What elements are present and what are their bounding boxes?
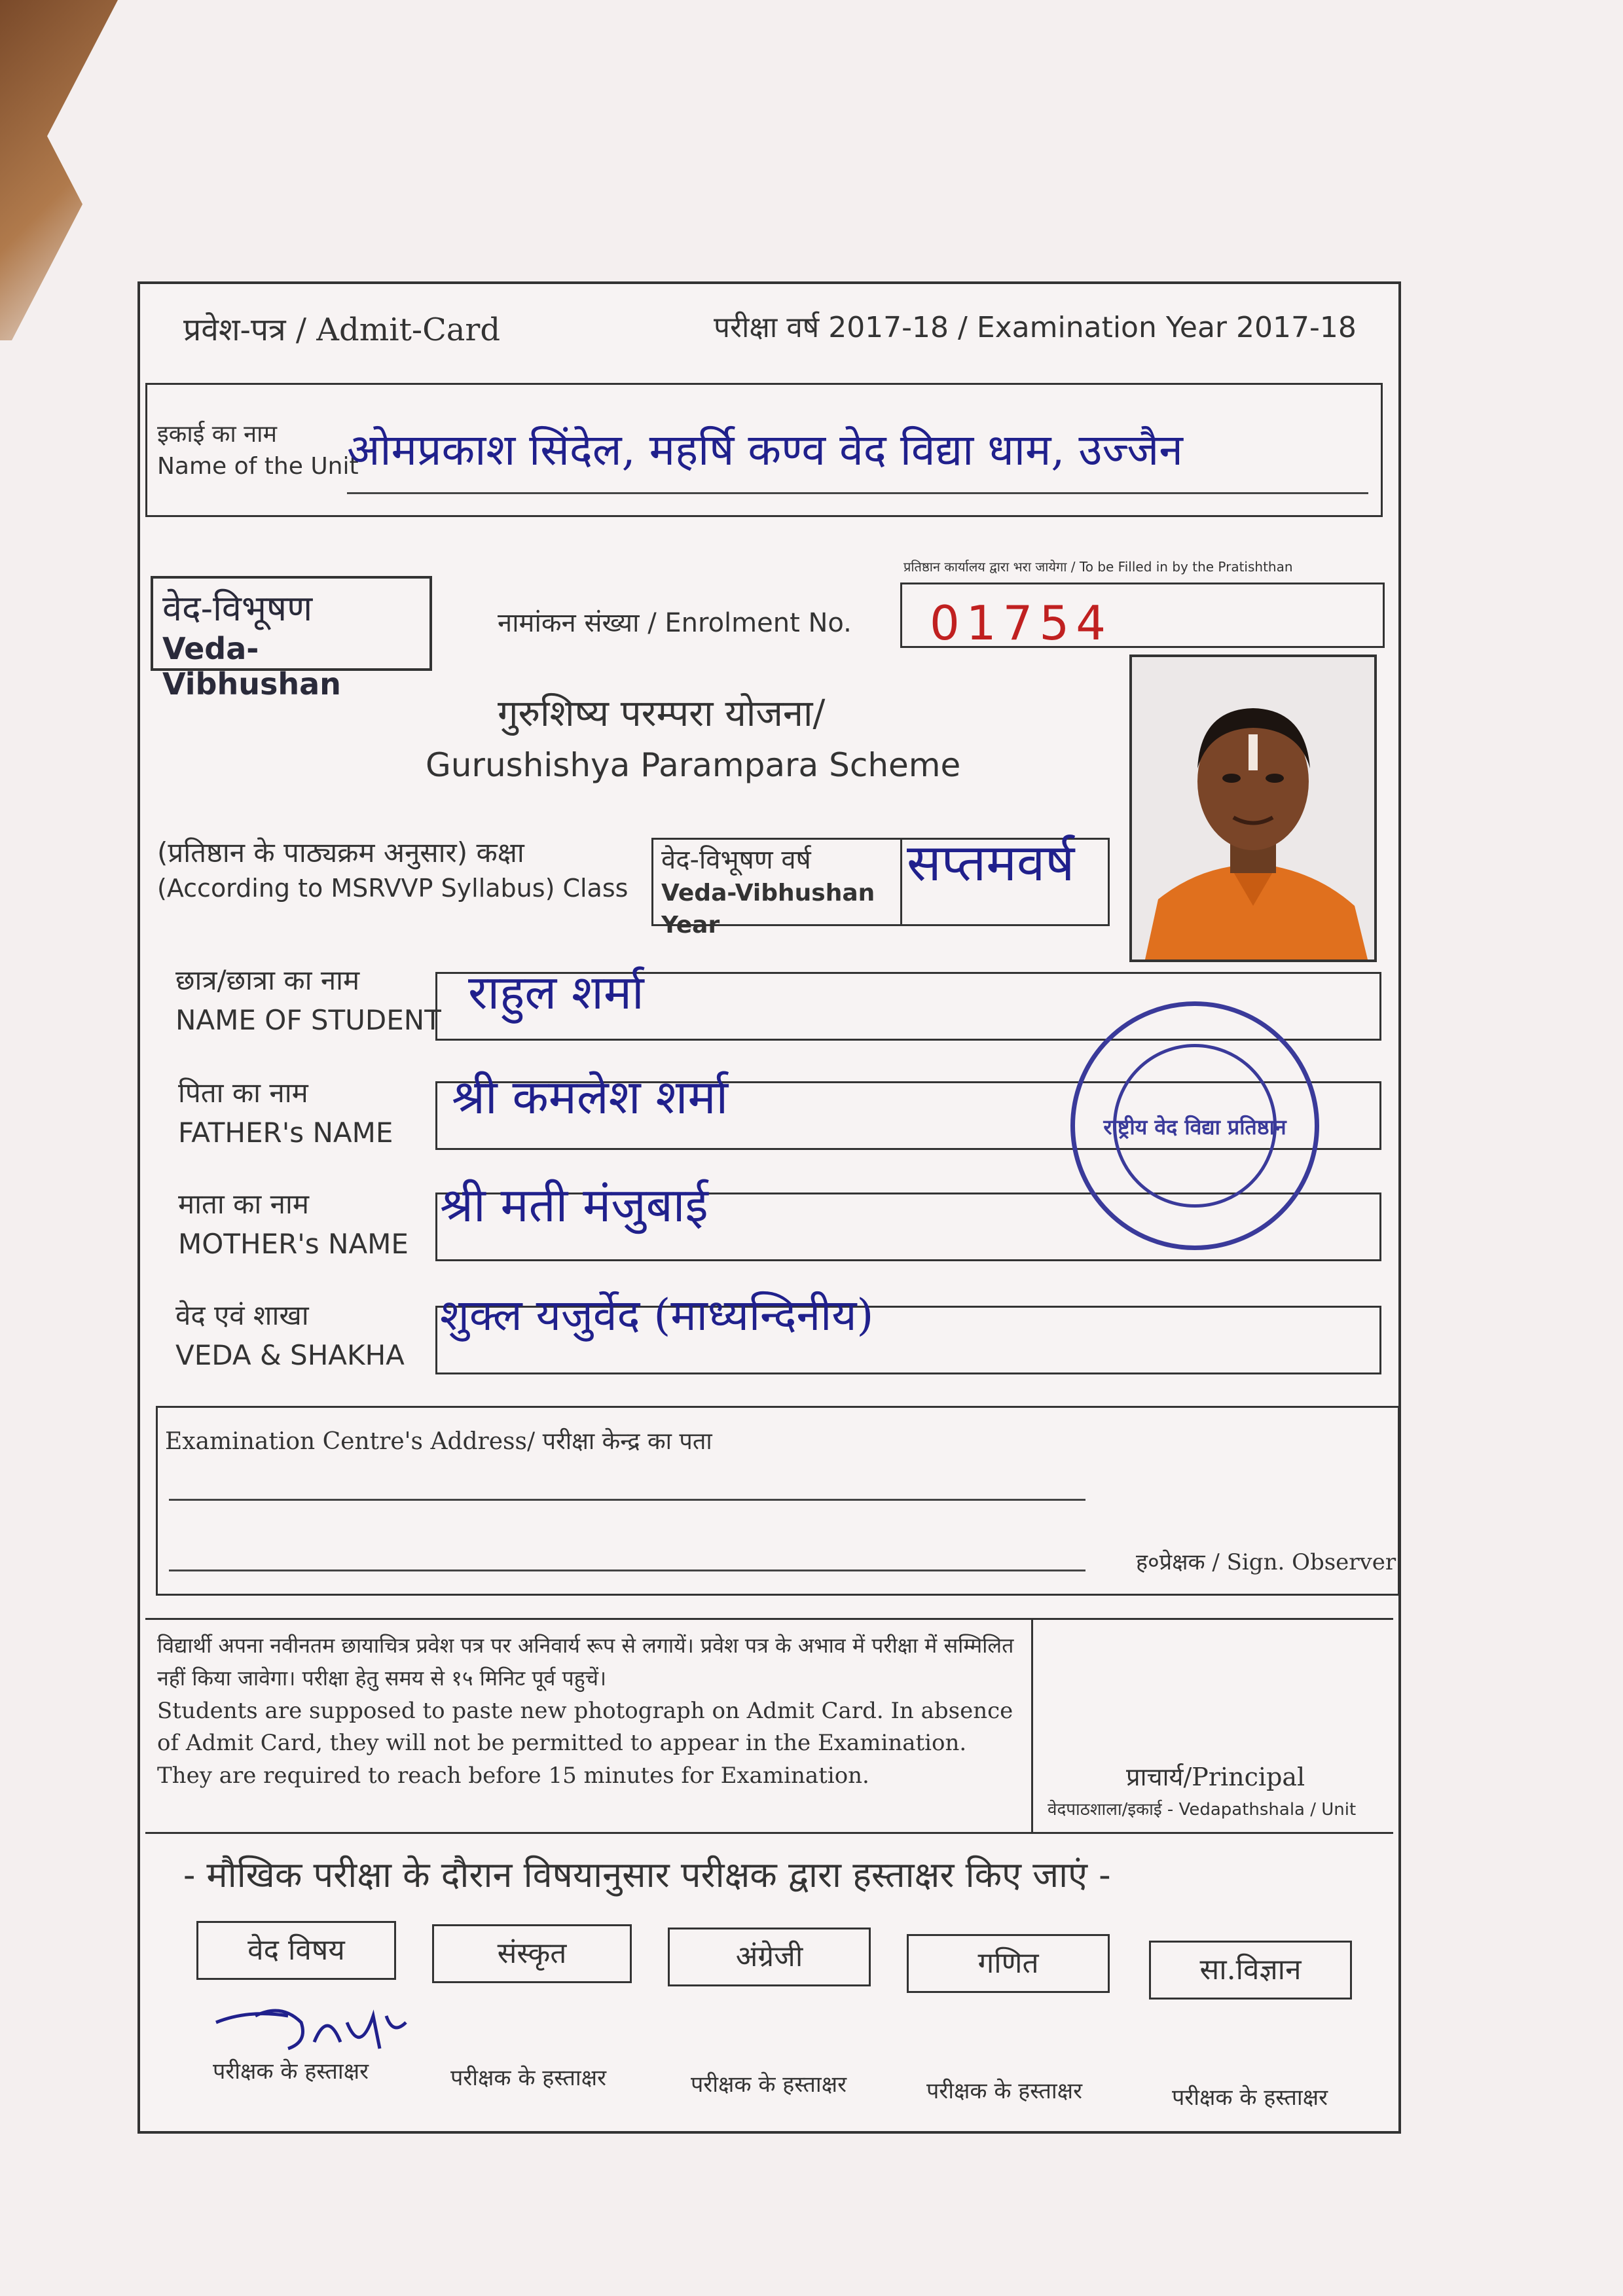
unit-underline — [347, 492, 1368, 494]
subject-box-2: संस्कृत — [432, 1924, 632, 1983]
class-year-en: Veda-Vibhushan Year — [661, 880, 875, 939]
class-year-hi: वेद-विभूषण वर्ष — [661, 845, 811, 875]
mother-label-en: MOTHER's NAME — [178, 1227, 409, 1260]
principal-title: प्राचार्य/Principal — [1126, 1763, 1305, 1791]
course-stamp — [151, 576, 432, 702]
mother-label — [178, 1185, 409, 1265]
veda-label — [175, 1296, 405, 1376]
examiner-sign-3: परीक्षक के हस्ताक्षर — [691, 2072, 847, 2098]
mother-label-hi: माता का नाम — [178, 1188, 309, 1220]
enrolment-value: 01754 — [930, 596, 1113, 651]
class-year-cell — [653, 840, 902, 939]
examiner-sign-4: परीक्षक के हस्ताक्षर — [926, 2078, 1082, 2104]
exam-centre-label: Examination Centre's Address/ परीक्षा केन्द्र का पता — [165, 1428, 712, 1455]
mother-value: श्री मती मंजुबाई — [440, 1177, 708, 1232]
observer-sign-label: ह०प्रेक्षक / Sign. Observer — [1136, 1549, 1396, 1575]
notice-divider — [1031, 1618, 1033, 1834]
student-photo-image — [1132, 657, 1374, 960]
torn-corner — [0, 0, 118, 340]
seal-text: राष्ट्रीय वेद विद्या प्रतिष्ठान — [1103, 1115, 1286, 1139]
course-title-en: Veda-Vibhushan — [162, 631, 341, 702]
student-label-hi: छात्र/छात्रा का नाम — [175, 964, 360, 996]
scheme-en: Gurushishya Parampara Scheme — [426, 746, 961, 784]
class-label-en: (According to MSRVVP Syllabus) Class — [157, 873, 629, 903]
student-label-en: NAME OF STUDENT — [175, 1003, 441, 1036]
exam-centre-line-1 — [169, 1499, 1085, 1501]
father-label-en: FATHER's NAME — [178, 1116, 393, 1149]
class-label — [157, 834, 628, 905]
student-value: राहुल शर्मा — [468, 965, 644, 1020]
subject-box-4: गणित — [907, 1934, 1110, 1993]
exam-centre-line-2 — [169, 1570, 1085, 1571]
enrolment-label: नामांकन संख्या / Enrolment No. — [498, 608, 852, 638]
unit-label — [157, 419, 359, 482]
unit-value: ओमप्रकाश सिंदेल, महर्षि कण्व वेद विद्या धाम, उज्जैन — [347, 425, 1183, 475]
notice-hindi: विद्यार्थी अपना नवीनतम छायाचित्र प्रवेश पत्र पर अनिवार्य रूप से लगायें। प्रवेश पत्र के अभाव में परीक्षा में सम्मिलित नहीं किया जावेगा। परीक्षा हेतु समय से १५ मिनिट पूर्व पहुचें। — [157, 1633, 1014, 1691]
exam-year: परीक्षा वर्ष 2017-18 / Examination Year 2017-18 — [714, 311, 1357, 344]
examiner-sign-5: परीक्षक के हस्ताक्षर — [1172, 2085, 1328, 2111]
scheme-hi: गुरुशिष्य परम्परा योजना/ — [498, 692, 826, 735]
admit-card-title: प्रवेश-पत्र / Admit-Card — [183, 312, 501, 348]
father-label-hi: पिता का नाम — [178, 1077, 308, 1109]
fill-note: प्रतिष्ठान कार्यालय द्वारा भरा जायेगा / To be Filled in by the Pratishthan — [903, 559, 1293, 575]
oral-exam-heading: - मौखिक परीक्षा के दौरान विषयानुसार परीक्षक द्वारा हस्ताक्षर किए जाएं - — [183, 1854, 1111, 1895]
veda-label-en: VEDA & SHAKHA — [175, 1338, 405, 1371]
subject-box-1: वेद विषय — [196, 1921, 396, 1980]
student-label — [175, 961, 441, 1041]
father-value: श्री कमलेश शर्मा — [452, 1069, 729, 1124]
veda-value: शुक्ल यजुर्वेद (माध्यन्दिनीय) — [440, 1290, 874, 1340]
notice-english: Students are supposed to paste new photograph on Admit Card. In absence of Admit Card, they will not be permitted to appear in the Examination. They are required to reach before 15 minutes for Examination. — [157, 1698, 1013, 1789]
course-title-hi: वेद-विभूषण — [162, 588, 313, 629]
student-photo — [1129, 655, 1377, 962]
subject-box-3: अंग्रेजी — [668, 1928, 871, 1986]
examiner-sign-2: परीक्षक के हस्ताक्षर — [450, 2065, 606, 2091]
examiner-sign-1: परीक्षक के हस्ताक्षर — [213, 2058, 369, 2085]
principal-unit: वेदपाठशाला/इकाई - Vedapathshala / Unit — [1048, 1800, 1357, 1820]
unit-label-hi: इकाई का नाम — [157, 421, 278, 448]
class-value: सप्तमवर्ष — [907, 834, 1075, 893]
unit-label-en: Name of the Unit — [157, 452, 359, 480]
father-label — [178, 1073, 393, 1153]
veda-label-hi: वेद एवं शाखा — [175, 1299, 309, 1331]
subject-box-5: सा.विज्ञान — [1149, 1941, 1352, 2000]
class-label-hi: (प्रतिष्ठान के पाठ्यक्रम अनुसार) कक्षा — [157, 836, 524, 869]
